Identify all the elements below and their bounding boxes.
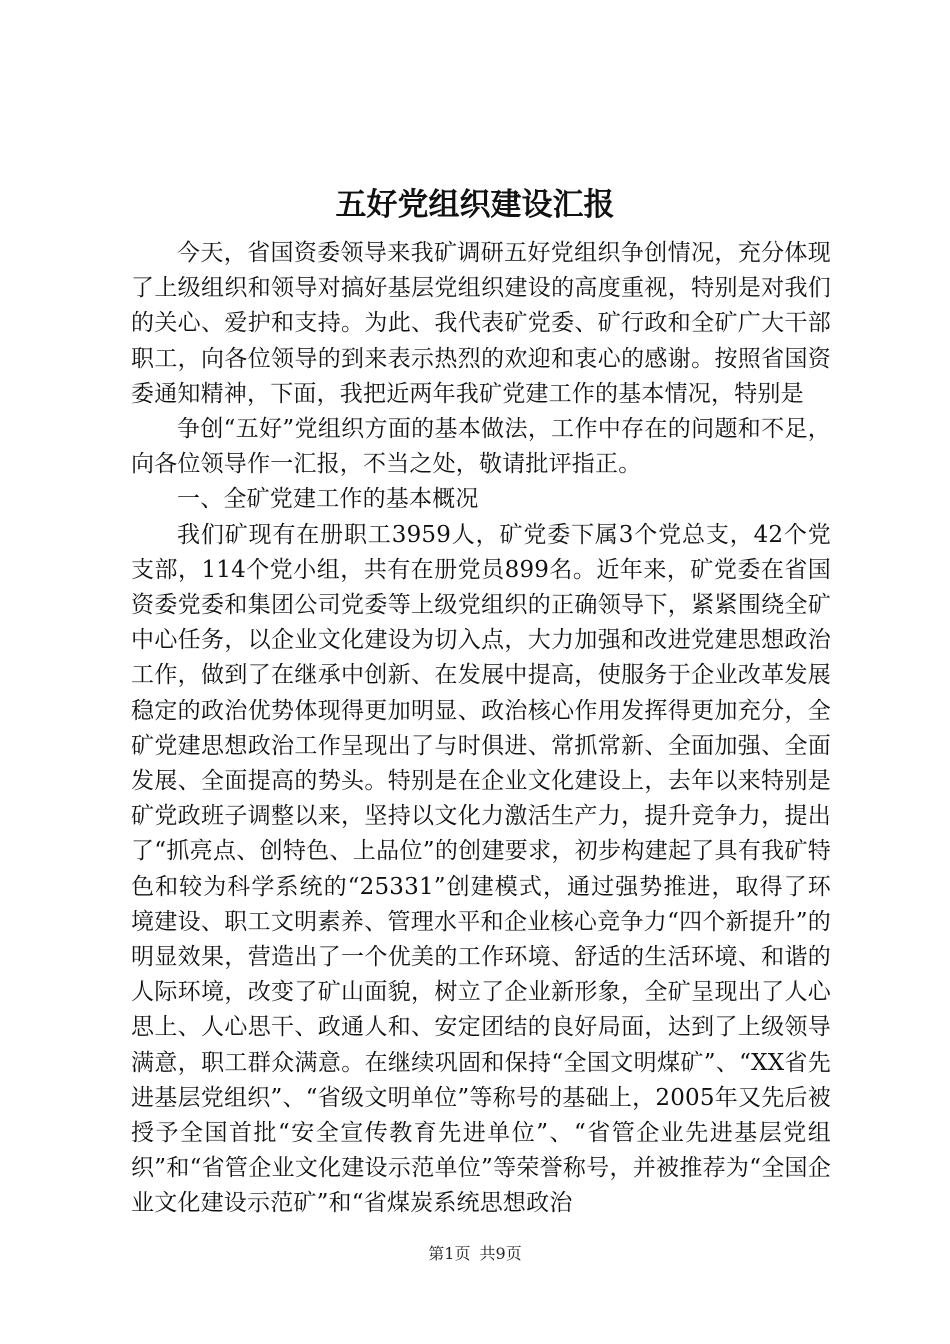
page-total: 共9页 bbox=[479, 1244, 522, 1263]
page-footer bbox=[0, 1244, 950, 1264]
page-number: 第1页 bbox=[428, 1244, 471, 1263]
paragraph-intro: 今天，省国资委领导来我矿调研五好党组织争创情况，充分体现了上级组织和领导对搞好基层党组织建设的高度重视，特别是对我们的关心、爱护和支持。为此、我代表矿党委、矿行政和全矿广大干部职工，向各位领导的到来表示热烈的欢迎和衷心的感谢。按照省国资委通知精神，下面，我把近两年我矿党建工作的基本情况，特别是 bbox=[131, 240, 831, 407]
section-heading-overview: 一、全矿党建工作的基本概况 bbox=[177, 486, 479, 513]
document-title: 五好党组织建设汇报 bbox=[335, 187, 615, 223]
paragraph-intro-continued: 争创“五好”党组织方面的基本做法，工作中存在的问题和不足，向各位领导作一汇报，不当之处，敬请批评指正。 bbox=[131, 416, 831, 478]
paragraph-overview: 我们矿现有在册职工3959人，矿党委下属3个党总支，42个党支部，114个党小组，共有在册党员899名。近年来，矿党委在省国资委党委和集团公司党委等上级党组织的正确领导下，紧紧围绕全矿中心任务，以企业文化建设为切入点，大力加强和改进党建思想政治工作，做到了在继承中创新、在发展中提高，使服务于企业改革发展稳定的政治优势体现得更加明显、政治核心作用发挥得更加充分，全矿党建思想政治工作呈现出了与时俱进、常抓常新、全面加强、全面发展、全面提高的势头。特别是在企业文化建设上，去年以来特别是矿党政班子调整以来，坚持以文化力激活生产力，提升竞争力，提出了“抓亮点、创特色、上品位”的创建要求，初步构建起了具有我矿特色和较为科学系统的“25331”创建模式，通过强势推进，取得了环境建设、职工文明素养、管理水平和企业核心竞争力“四个新提升”的明显效果，营造出了一个优美的工作环境、舒适的生活环境、和谐的人际环境，改变了矿山面貌，树立了企业新形象，全矿呈现出了人心思上、人心思干、政通人和、安定团结的良好局面，达到了上级领导满意，职工群众满意。在继续巩固和保持“全国文明煤矿”、“XX省先进基层党组织”、“省级文明单位”等称号的基础上，2005年又先后被授予全国首批“安全宣传教育先进单位”、“省管企业先进基层党组织”和“省管企业文化建设示范单位”等荣誉称号，并被推荐为“全国企业文化建设示范矿”和“省煤炭系统思想政治 bbox=[131, 521, 831, 1217]
document-body bbox=[131, 236, 831, 1222]
